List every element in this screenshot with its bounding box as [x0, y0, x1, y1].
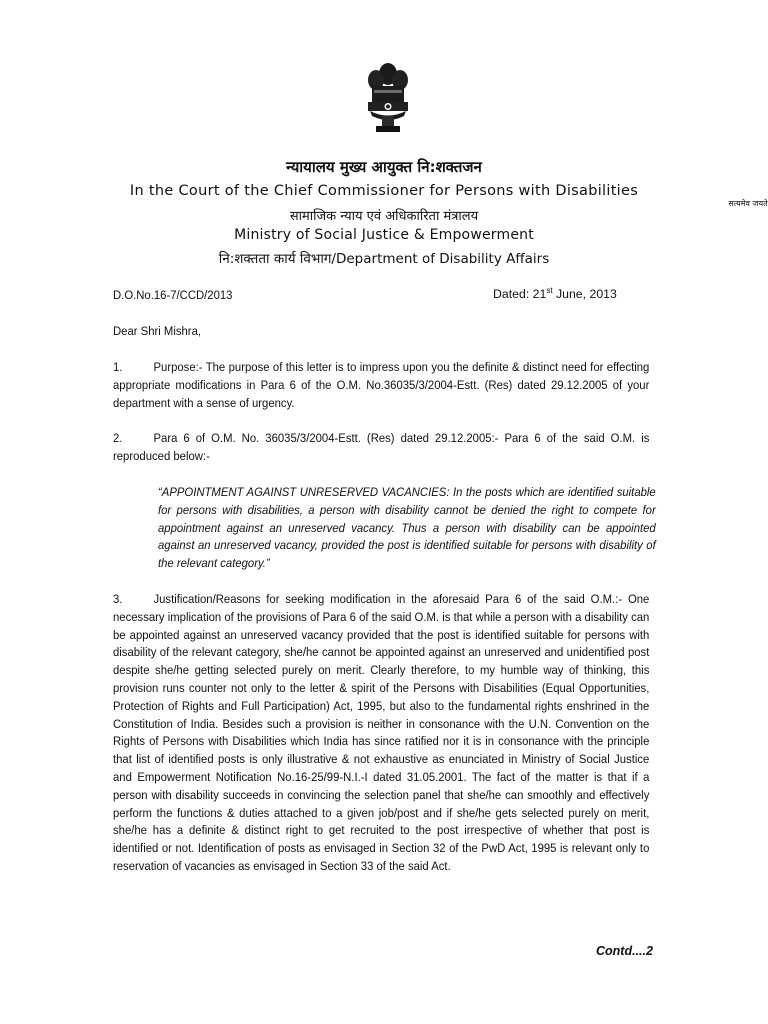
quoted-provision: “APPOINTMENT AGAINST UNRESERVED VACANCIES: In the posts which are identified suitable for persons with disabilities, a person with disability cannot be denied the right to compete for appointment against an unreserved vacancy. Thus a person with disability can be appointed against an unreserved vacancy, provided the post is identified suitable for persons with disability of the relevant category.” [158, 485, 656, 571]
date-suffix: June, 2013 [552, 287, 617, 301]
court-title-english: In the Court of the Chief Commissioner for Persons with Disabilities [129, 183, 639, 199]
paragraph-text: Para 6 of O.M. No. 36035/3/2004-Estt. (Res) dated 29.12.2005:- Para 6 of the said O.M. is reproduced below:- [113, 431, 650, 463]
ministry-title-hindi: सामाजिक न्याय एवं अधिकारिता मंत्रालय [289, 209, 479, 224]
paragraph-number: 3. [113, 592, 123, 606]
paragraph-justification [113, 591, 649, 876]
continued-marker: Contd....2 [596, 944, 653, 958]
court-title-hindi: न्यायालय मुख्य आयुक्त नि:शक्तजन [286, 158, 482, 176]
date-ordinal: st [546, 285, 553, 295]
reference-number: D.O.No.16-7/CCD/2013 [113, 288, 233, 302]
ministry-title-english: Ministry of Social Justice & Empowerment [234, 227, 534, 243]
emblem-motto: सत्यमेव जयते [728, 199, 768, 208]
letter-date [493, 287, 617, 301]
state-emblem-icon [360, 60, 416, 134]
paragraph-purpose [113, 359, 649, 412]
date-prefix: Dated: 21 [493, 287, 547, 301]
department-title: नि:शक्तता कार्य विभाग/Department of Disability Affairs [218, 251, 550, 267]
paragraph-number: 1. [113, 360, 123, 374]
salutation: Dear Shri Mishra, [113, 324, 202, 338]
paragraph-text: Purpose:- The purpose of this letter is to impress upon you the definite & distinct need for effecting appropriate modifications in Para 6 of the O.M. No.36035/3/2004-Estt. (Res) dated 29.12.2005 of your department with a sense of urgency. [113, 360, 650, 410]
paragraph-para6 [113, 430, 649, 466]
paragraph-text: Justification/Reasons for seeking modification in the aforesaid Para 6 of the said O.M.:- One necessary implication of the provisions of Para 6 of the said O.M. is that while a person with a disability can be appointed against an unreserved vacancy provided that the post is identified suitable for persons with disability of the relevant category, she/he cannot be appointed against an unreserved and unidentified post despite she/he getting selected purely on merit. Clearly therefore, to my humble way of thinking, this provision runs counter not only to the letter & spirit of the Persons with Disabilities (Equal Opportunities, Protection of Rights and Full Participation) Act, 1995, but also to the fundamental rights enshrined in the Constitution of India. Besides such a provision is neither in consonance with the U.N. Convention on the Rights of Persons with Disabilities which India has since ratified nor it is in consonance with the principle that list of identified posts is only illustrative & not exhaustive as enunciated in Ministry of Social Justice and Empowerment Notification No.16-25/99-N.I.-I dated 31.05.2001. The fact of the matter is that if a person with disability succeeds in convincing the selection panel that she/he can smoothly and effectively perform the functions & duties attached to a given job/post and if she/he gets selected purely on merit, she/he has a definite & distinct right to get recruited to the post irrespective of whether that post is identified or not. Identification of posts as envisaged in Section 32 of the PwD Act, 1995 is relevant only to reservation of vacancies as envisaged in Section 33 of the said Act. [113, 592, 650, 873]
paragraph-number: 2. [113, 431, 123, 445]
